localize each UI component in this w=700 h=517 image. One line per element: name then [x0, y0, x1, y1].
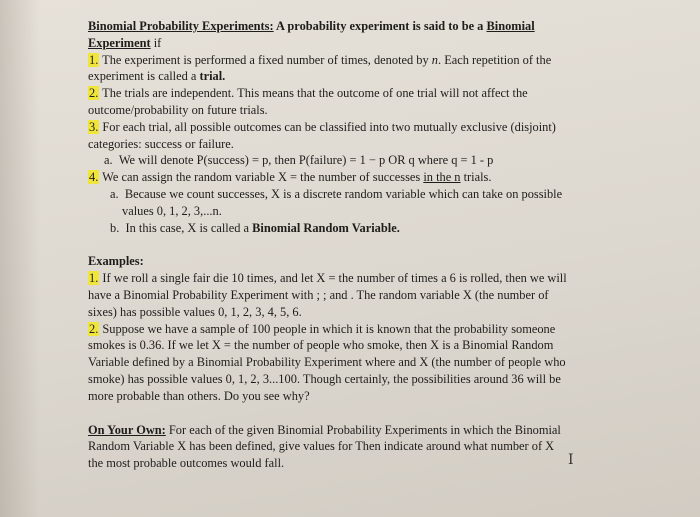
- example-2: 2. Suppose we have a sample of 100 people in which it is known that the probability someone: [89, 321, 556, 336]
- heading-title: Binomial Probability Experiments:: [88, 19, 274, 33]
- page-shadow: [0, 0, 40, 517]
- heading-line-1: Binomial Probability Experiments: A probability experiment is said to be a Binomial: [88, 19, 535, 33]
- condition-3: 3. For each trial, all possible outcomes can be classified into two mutually exclusive (disjoint): [89, 119, 556, 134]
- heading-line-2: Experiment if: [88, 35, 162, 50]
- worksheet-text: Binomial Probability Experiments: A probability experiment is said to be a Binomial Experiment if 1. The experiment is performed a fixed number of times, denoted by n. Each repetition of the experiment is called a trial. 2. The trials are independent. This means that the outcome of one trial will not affect the outcome/probability on future trials. 3. For each trial, all possible outcomes can be classified into two mutually exclusive (disjoint) categories: success or failure. a. We will denote P(success) = p, then P(failure) = 1 − p OR q where q = 1 - p 4. We can assign the random variable X = the number of successes in the n trials. a. Because we count successes, X is a discrete random variable which can take on possible values 0, 1, 2, 3,...n. b. In this case, X is called a Binomial Random Variable. Examples: 1. If we roll a single fair die 10 times, and let X = the number of times a 6 is rolled, then we will have a Binomial Probability Experiment with ; ; and . The random variable X (the number of sixes) has possible values 0, 1, 2, 3, 4, 5, 6. 2. Suppose we have a sample of 100 people in which it is known that the probability someone smokes is 0.36. If we let X = the number of people who smoke, then X is a Binomial Random Variable defined by a Binomial Probability Experiment where and X (the number of people who smoke) has possible values 0, 1, 2, 3...100. Though certainly, the possibilities around 36 will be more probable than others. Do you see why? On Your Own: For each of the given Binomial Probability Experiments in which the Binomial Random Variable X has been defined, give values for Then indicate around what number of X the most probable outcomes would fall.: [88, 18, 648, 472]
- condition-1: 1. The experiment is performed a fixed number of times, denoted by n. Each repetition of the: [89, 52, 552, 67]
- on-your-own: On Your Own: For each of the given Binomial Probability Experiments in which the Binomial: [88, 422, 561, 437]
- condition-2: 2. The trials are independent. This means that the outcome of one trial will not affect the: [89, 86, 528, 101]
- condition-4-sub-a: a. Because we count successes, X is a discrete random variable which can take on possible: [110, 186, 563, 201]
- condition-4-sub-b: b. In this case, X is called a Binomial Random Variable.: [110, 220, 400, 235]
- examples-title: Examples:: [88, 254, 144, 269]
- condition-4: 4. We can assign the random variable X = the number of successes in the n trials.: [89, 170, 492, 185]
- condition-3-sub-a: a. We will denote P(success) = p, then P(failure) = 1 − p OR q where q = 1 - p: [104, 153, 494, 168]
- text-cursor-icon: I: [568, 452, 574, 468]
- example-1: 1. If we roll a single fair die 10 times, and let X = the number of times a 6 is rolled, then we will: [89, 271, 567, 286]
